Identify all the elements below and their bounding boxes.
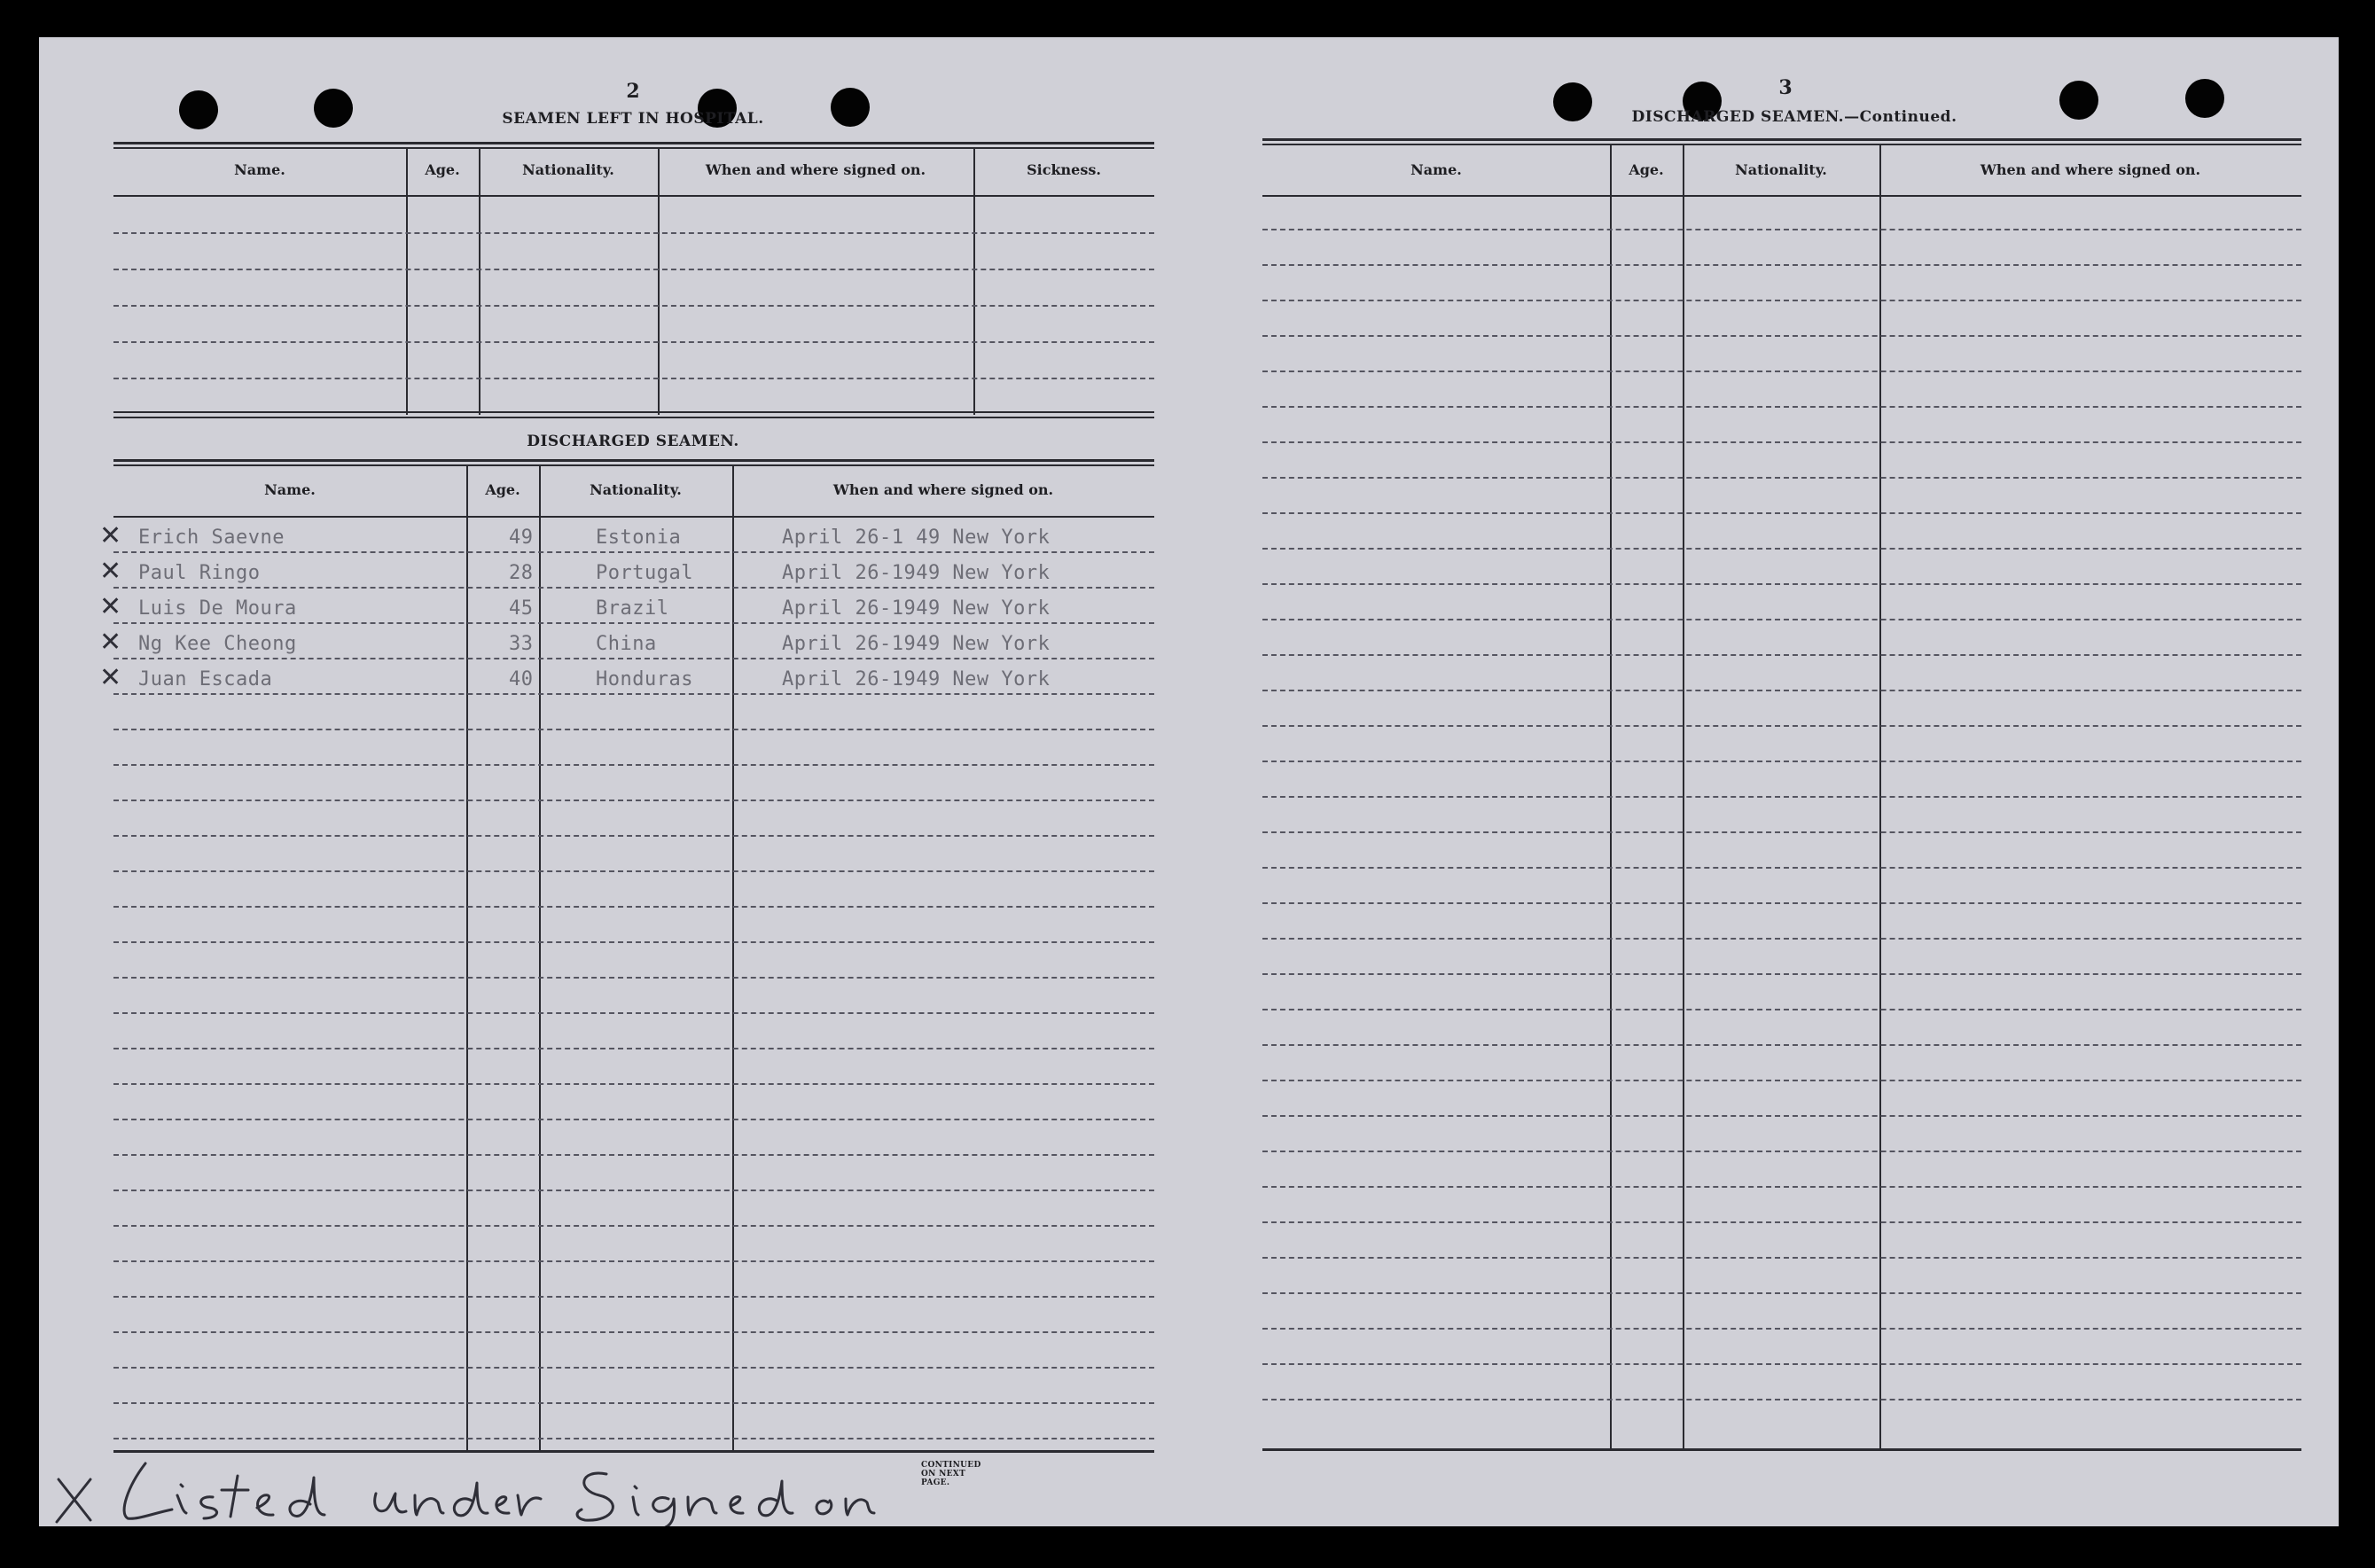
column-header-age: Age. — [1629, 161, 1664, 178]
cell-age: 49 — [509, 527, 534, 549]
cell-name: Erich Saevne — [138, 527, 285, 549]
table-row-line — [113, 1154, 1154, 1156]
column-header-name: Name. — [264, 481, 316, 498]
cell-name: Juan Escada — [138, 668, 273, 690]
cell-nationality: Honduras — [596, 668, 693, 690]
table-row-line — [113, 1367, 1154, 1369]
table-row-line — [113, 1190, 1154, 1191]
discharged-continued-title: DISCHARGED SEAMEN.—Continued. — [1631, 108, 1957, 126]
column-header-name: Name. — [1410, 161, 1462, 178]
table-row-line — [1262, 371, 2301, 372]
table-row-line — [1262, 441, 2301, 443]
cell-nationality: Portugal — [596, 562, 693, 584]
table-row-line — [1262, 1221, 2301, 1223]
cell-signed-on: April 26-1949 New York — [782, 668, 1051, 690]
continued-note: CONTINUED ON NEXT PAGE. — [921, 1461, 981, 1487]
cell-age: 28 — [509, 562, 534, 584]
punch-hole — [2185, 79, 2224, 118]
cell-signed-on: April 26-1949 New York — [782, 597, 1051, 620]
table-row-line — [1262, 1080, 2301, 1081]
table-row-line — [1262, 406, 2301, 408]
table-row-line — [1262, 229, 2301, 230]
table-row-line — [113, 800, 1154, 801]
table-row-line — [1262, 690, 2301, 691]
table-row-line — [113, 764, 1154, 766]
discharged-section-title: DISCHARGED SEAMEN. — [527, 433, 739, 450]
table-row-line — [1262, 1292, 2301, 1294]
cell-nationality: Estonia — [596, 527, 682, 549]
table-row-line — [113, 551, 1154, 553]
column-header-nationality: Nationality. — [590, 481, 682, 498]
check-mark: ✕ — [99, 662, 122, 693]
table-row-line — [1262, 796, 2301, 798]
table-row-line — [113, 1048, 1154, 1049]
column-header-nationality: Nationality. — [522, 161, 614, 178]
table-row-line — [1262, 654, 2301, 656]
cell-age: 45 — [509, 597, 534, 620]
table-row-line — [113, 729, 1154, 730]
table-row-line — [1262, 1257, 2301, 1259]
document-page — [39, 37, 2339, 1526]
punch-hole — [2059, 81, 2098, 120]
table-row-line — [113, 1012, 1154, 1014]
table-row-line — [1262, 831, 2301, 833]
table-row-line — [113, 1225, 1154, 1227]
table-row-line — [1262, 512, 2301, 514]
column-header-signed-on: When and where signed on. — [832, 481, 1054, 498]
table-row-line — [1262, 264, 2301, 266]
table-row-line — [1262, 477, 2301, 479]
table-row-line — [1262, 902, 2301, 904]
cell-signed-on: April 26-1949 New York — [782, 562, 1051, 584]
column-header-sickness: Sickness. — [1027, 161, 1101, 178]
table-row-line — [113, 835, 1154, 837]
punch-hole — [179, 90, 218, 129]
check-mark: ✕ — [99, 591, 122, 622]
column-header-nationality: Nationality. — [1735, 161, 1827, 178]
table-row-line — [1262, 300, 2301, 301]
cell-name: Luis De Moura — [138, 597, 297, 620]
check-mark: ✕ — [99, 520, 122, 551]
table-row-line — [113, 1083, 1154, 1085]
cell-signed-on: April 26-1 49 New York — [782, 527, 1051, 549]
table-row-line — [1262, 1115, 2301, 1117]
cell-age: 33 — [509, 633, 534, 655]
page-number: 3 — [1778, 76, 1793, 99]
table-row-line — [1262, 335, 2301, 337]
table-row-line — [1262, 1009, 2301, 1010]
table-row-line — [1262, 1328, 2301, 1330]
table-row-line — [1262, 761, 2301, 762]
page-number: 2 — [626, 80, 640, 103]
table-row-line — [113, 906, 1154, 908]
cell-nationality: Brazil — [596, 597, 669, 620]
table-row-line — [113, 658, 1154, 659]
table-row-line — [113, 693, 1154, 695]
column-header-signed-on: When and where signed on. — [1980, 161, 2201, 178]
column-header-age: Age. — [485, 481, 520, 498]
table-row-line — [1262, 1186, 2301, 1188]
table-row-line — [113, 941, 1154, 943]
table-row-line — [113, 1438, 1154, 1439]
table-row-line — [1262, 1044, 2301, 1046]
table-row-line — [1262, 548, 2301, 550]
table-row-line — [113, 622, 1154, 624]
table-row-line — [1262, 619, 2301, 620]
table-row-line — [1262, 938, 2301, 940]
hospital-section-title: SEAMEN LEFT IN HOSPITAL. — [502, 110, 764, 128]
cell-age: 40 — [509, 668, 534, 690]
table-row-line — [113, 587, 1154, 589]
column-header-name: Name. — [234, 161, 285, 178]
cell-name: Paul Ringo — [138, 562, 261, 584]
punch-hole — [314, 89, 353, 128]
table-row-line — [113, 1402, 1154, 1404]
table-row-line — [113, 1119, 1154, 1120]
table-row-line — [1262, 725, 2301, 727]
column-header-age: Age. — [425, 161, 460, 178]
table-row-line — [1262, 583, 2301, 585]
cell-name: Ng Kee Cheong — [138, 633, 297, 655]
cell-signed-on: April 26-1949 New York — [782, 633, 1051, 655]
table-row-line — [1262, 1399, 2301, 1400]
table-row-line — [1262, 1151, 2301, 1152]
table-row-line — [1262, 973, 2301, 975]
table-row-line — [113, 870, 1154, 872]
table-row-line — [1262, 1363, 2301, 1365]
table-row-line — [113, 977, 1154, 979]
table-row-line — [113, 1331, 1154, 1333]
check-mark: ✕ — [99, 627, 122, 658]
table-row-line — [1262, 867, 2301, 869]
handwritten-note — [48, 1451, 899, 1526]
table-row-line — [113, 1260, 1154, 1262]
column-header-signed-on: When and where signed on. — [705, 161, 926, 178]
cell-nationality: China — [596, 633, 657, 655]
table-row-line — [113, 1296, 1154, 1298]
check-mark: ✕ — [99, 556, 122, 587]
